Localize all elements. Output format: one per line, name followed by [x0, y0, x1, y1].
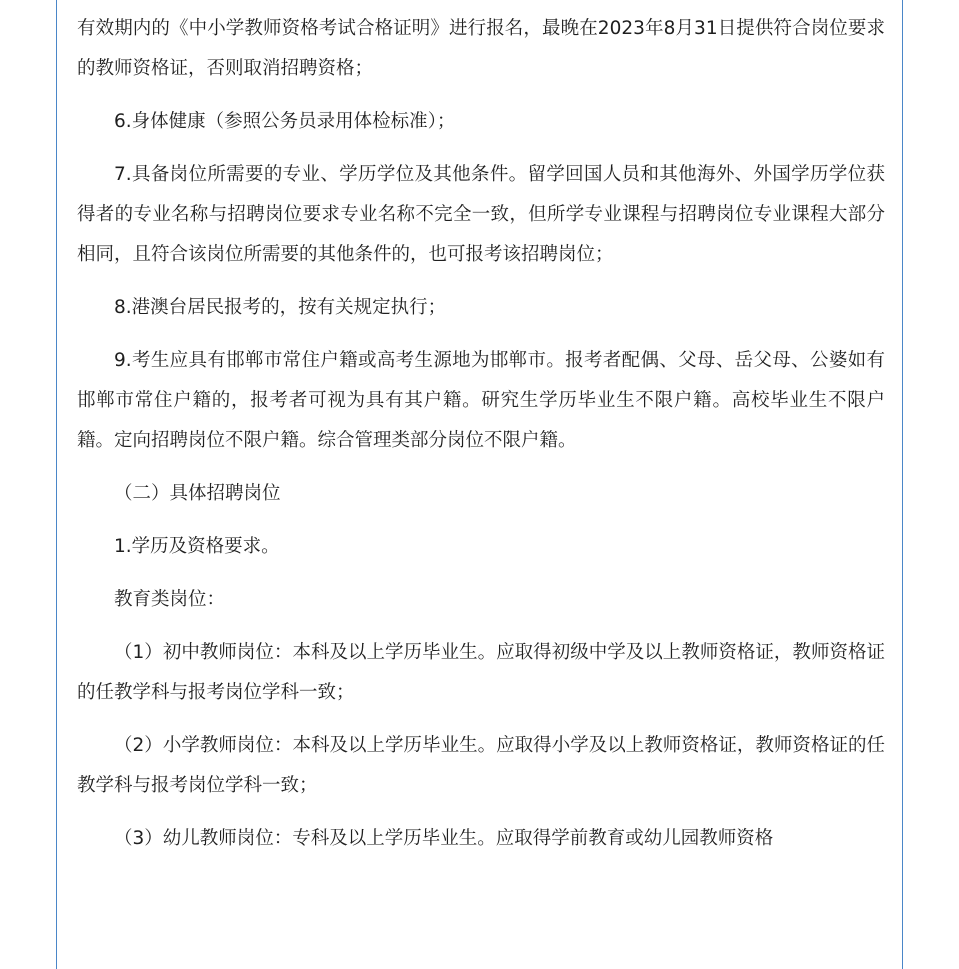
paragraph-kindergarten-teacher: （3）幼儿教师岗位：专科及以上学历毕业生。应取得学前教育或幼儿园教师资格	[114, 828, 774, 849]
paragraph-education-requirements: 1.学历及资格要求。	[114, 536, 280, 557]
paragraph-validity-continuation: 有效期内的《中小学教师资格考试合格证明》进行报名，最晚在2023年8月31日提供符合岗位要求的教师资格证，否则取消招聘资格；	[77, 18, 885, 79]
paragraph-junior-high-teacher: （1）初中教师岗位：本科及以上学历毕业生。应取得初级中学及以上教师资格证，教师资格证的任教学科与报考岗位学科一致；	[77, 642, 885, 703]
paragraph-item-9-household-registration: 9.考生应具有邯郸市常住户籍或高考生源地为邯郸市。报考者配偶、父母、岳父母、公婆如有邯郸市常住户籍的，报考者可视为具有其户籍。研究生学历毕业生不限户籍。高校毕业生不限户籍。定向招聘岗位不限户籍。综合管理类部分岗位不限户籍。	[77, 350, 885, 451]
paragraph-primary-teacher: （2）小学教师岗位：本科及以上学历毕业生。应取得小学及以上教师资格证，教师资格证的任教学科与报考岗位学科一致；	[77, 735, 885, 796]
paragraph-item-6-health: 6.身体健康（参照公务员录用体检标准）；	[114, 111, 456, 132]
article-body	[77, 9, 885, 872]
paragraph-education-category: 教育类岗位：	[114, 589, 226, 610]
right-border-line	[902, 0, 903, 969]
paragraph-item-7-qualifications: 7.具备岗位所需要的专业、学历学位及其他条件。留学回国人员和其他海外、外国学历学位获得者的专业名称与招聘岗位要求专业名称不完全一致，但所学专业课程与招聘岗位专业课程大部分相同，且符合该岗位所需要的其他条件的，也可报考该招聘岗位；	[77, 164, 885, 265]
left-border-line	[56, 0, 57, 969]
paragraph-item-8-hk-macao-taiwan: 8.港澳台居民报考的，按有关规定执行；	[114, 297, 447, 318]
section-heading-positions: （二）具体招聘岗位	[114, 483, 281, 504]
